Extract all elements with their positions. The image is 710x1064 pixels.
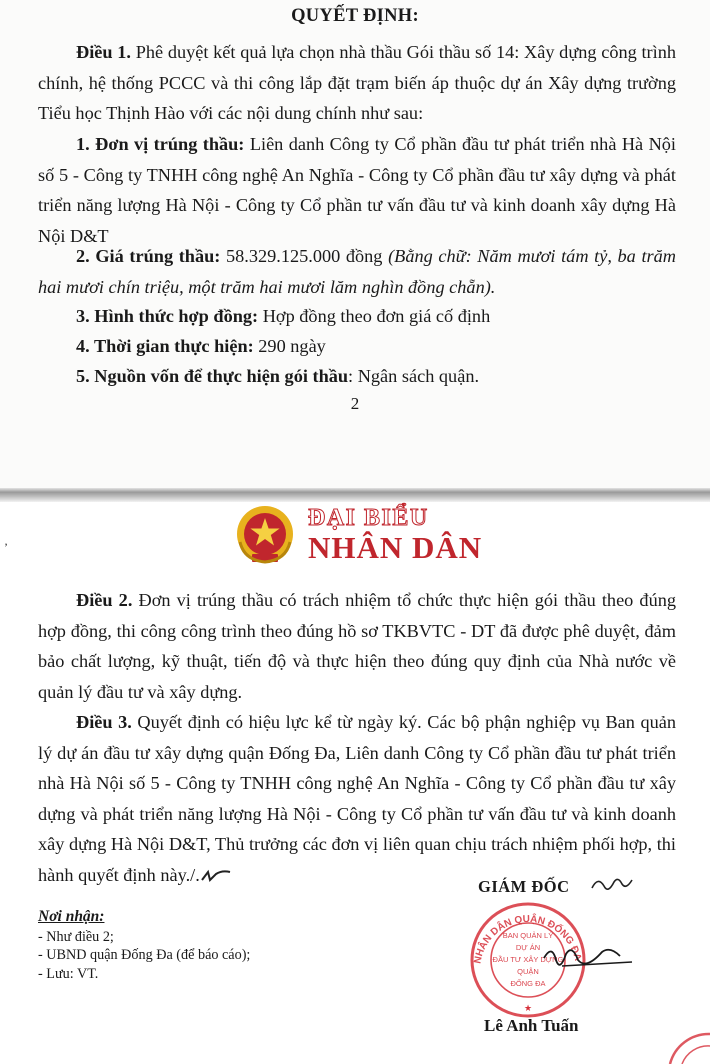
item-5-label: 5. Nguồn vốn để thực hiện gói thầu <box>76 366 349 386</box>
article-2-label: Điều 2. <box>76 590 133 610</box>
signer-name: Lê Anh Tuấn <box>484 1016 579 1035</box>
recipient-item: - UBND quận Đống Đa (để báo cáo); <box>38 947 251 963</box>
svg-text:ĐỐNG ĐA: ĐỐNG ĐA <box>510 979 546 988</box>
item-winning-bidder <box>38 129 676 251</box>
recipients-block <box>38 908 250 983</box>
item-4-label: 4. Thời gian thực hiện: <box>76 336 254 356</box>
page-seam-divider <box>0 488 710 502</box>
page-number: 2 <box>350 394 360 413</box>
scan-mark: ’ <box>4 540 8 554</box>
article-3-label: Điều 3. <box>76 712 132 732</box>
article-1 <box>38 37 676 129</box>
item-2-in-words: (Bằng chữ: Năm mươi tám tỷ, ba trăm hai mươi chín triệu, một trăm hai mươi lăm nghìn đồng chẵn). <box>38 246 676 297</box>
svg-text:DỰ ÁN: DỰ ÁN <box>515 943 541 952</box>
article-3 <box>38 707 676 890</box>
article-3-text: Quyết định có hiệu lực kể từ ngày ký. Các bộ phận nghiệp vụ Ban quản lý dự án đầu tư xây dựng quận Đống Đa, Liên danh Công ty Cổ phần đầu tư phát triển nhà Hà Nội số 5 - Công ty TNHH công nghệ An Nghĩa - Công ty Cổ phần đầu tư xây dựng và phát triển năng lượng Hà Nội - Công ty Cổ phần tư vấn đầu tư và kinh doanh xây dựng Hà Nội D&T, Thủ trưởng các đơn vị liên quan chịu trách nhiệm phối hợp, thi hành quyết định này./. <box>38 712 676 885</box>
official-red-seal-icon <box>452 900 642 1018</box>
partial-stamp-fragment-icon <box>666 1030 710 1064</box>
item-1-label: 1. Đơn vị trúng thầu: <box>76 134 245 154</box>
recipient-item: - Như điều 2; <box>38 928 114 945</box>
item-funding-source <box>38 361 676 392</box>
item-1-text: Liên danh Công ty Cổ phần đầu tư phát triển nhà Hà Nội số 5 - Công ty TNHH công nghệ An Nghĩa - Công ty Cổ phần đầu tư xây dựng và phát triển năng lượng Hà Nội - Công ty Cổ phần tư vấn đầu tư và kinh doanh xây dựng Hà Nội D&T <box>38 134 676 246</box>
national-emblem-icon <box>232 504 298 566</box>
article-2-text: Đơn vị trúng thầu có trách nhiệm tổ chức thực hiện gói thầu theo đúng hợp đồng, thi công công trình theo đúng hồ sơ TKBVTC - DT đã được phê duyệt, đảm bảo chất lượng, kỹ thuật, tiến độ và thực hiện theo đúng quy định của Nhà nước về quản lý đầu tư và xây dựng. <box>38 590 676 702</box>
logo-text-nhan-dan: NHÂN DÂN <box>308 530 483 565</box>
recipient-item: - Lưu: VT. <box>38 965 99 982</box>
item-3-text: Hợp đồng theo đơn giá cố định <box>258 306 491 326</box>
item-3-label: 3. Hình thức hợp đồng: <box>76 306 259 326</box>
signer-title: GIÁM ĐỐC <box>478 877 570 896</box>
item-duration <box>38 331 676 362</box>
item-2-label: 2. Giá trúng thầu: <box>76 246 221 266</box>
article-1-label: Điều 1. <box>76 42 131 62</box>
article-2 <box>38 585 676 707</box>
decision-heading: QUYẾT ĐỊNH: <box>291 6 419 26</box>
newspaper-logo <box>232 504 483 566</box>
item-winning-price <box>38 241 676 302</box>
svg-text:QUẬN: QUẬN <box>517 967 539 976</box>
document-page-upper <box>0 0 710 488</box>
svg-text:ĐẦU TƯ XÂY DỰNG: ĐẦU TƯ XÂY DỰNG <box>492 955 564 964</box>
item-5-text: : Ngân sách quận. <box>348 366 480 386</box>
svg-text:★: ★ <box>523 1003 533 1013</box>
item-4-text: 290 ngày <box>253 336 326 356</box>
item-2-text: 58.329.125.000 đồng <box>220 246 389 266</box>
svg-text:BAN QUẢN LÝ: BAN QUẢN LÝ <box>502 931 554 940</box>
recipients-title: Nơi nhận: <box>38 908 105 925</box>
svg-text:NHÂN DÂN QUẬN ĐỐNG ĐA: NHÂN DÂN QUẬN ĐỐNG ĐA <box>472 913 584 965</box>
initials-mark-icon <box>200 868 232 884</box>
logo-text-dai-bieu: ĐẠI BIỂU <box>308 505 429 531</box>
item-contract-form <box>38 301 676 332</box>
article-1-text: Phê duyệt kết quả lựa chọn nhà thầu Gói thầu số 14: Xây dựng công trình chính, hệ thống PCCC và thi công lắp đặt trạm biến áp thuộc dự án Xây dựng trường Tiểu học Thịnh Hào với các nội dung chính như sau: <box>38 42 676 123</box>
initials-scribble-icon <box>588 874 634 896</box>
